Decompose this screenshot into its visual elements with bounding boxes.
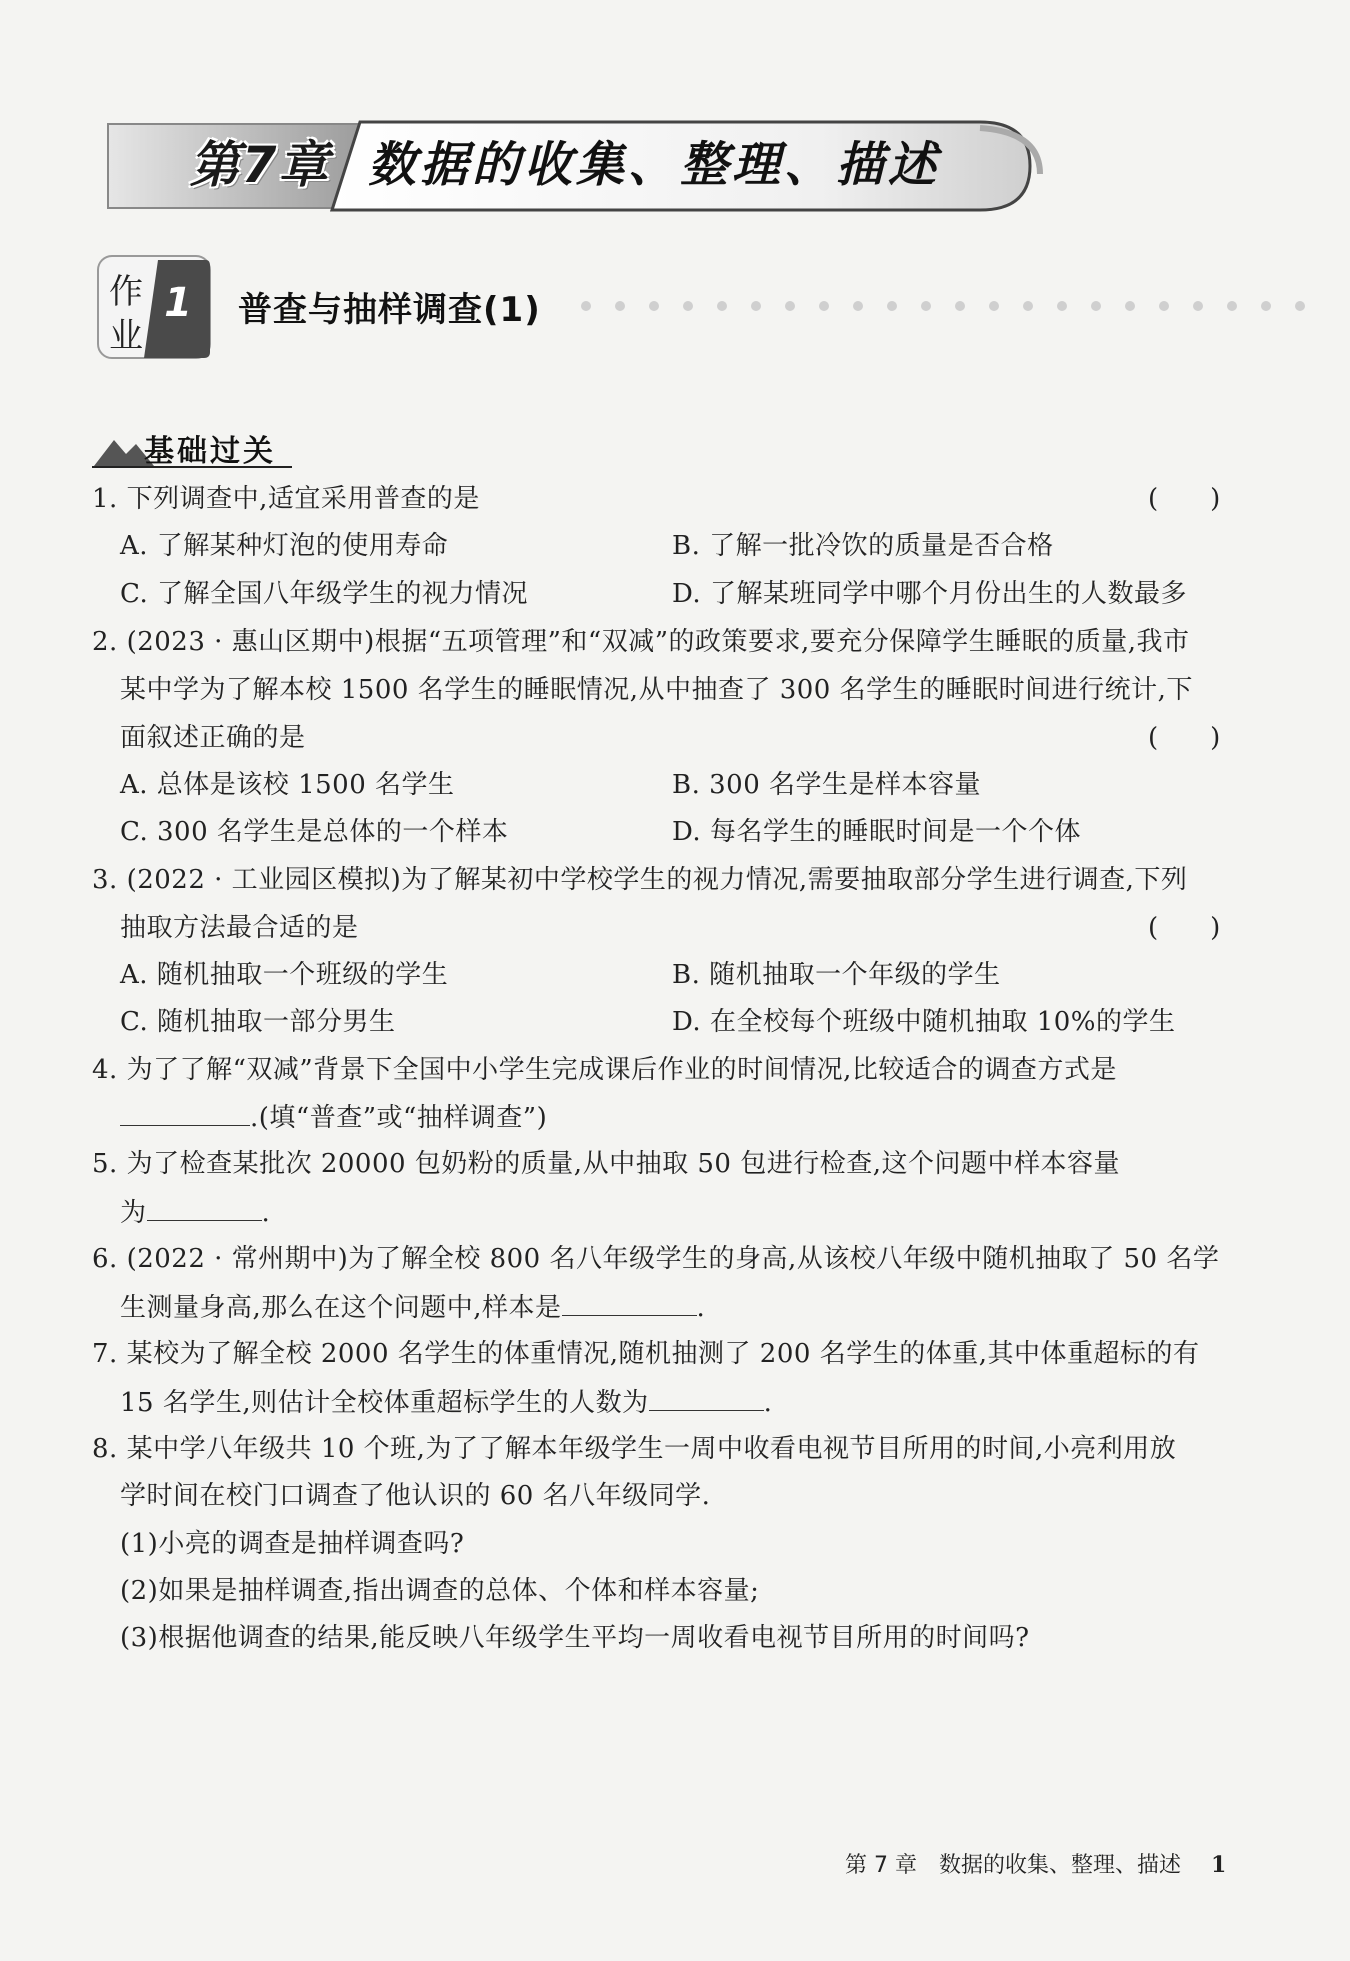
q7-line2-end: . xyxy=(763,1388,773,1418)
section-header xyxy=(92,426,302,470)
homework-badge-zuo: 作 xyxy=(109,272,143,312)
q1-option-d: D. 了解某班同学中哪个月份出生的人数最多 xyxy=(672,579,1187,609)
footer-chapter: 第 7 章 数据的收集、整理、描述 xyxy=(845,1853,1181,1878)
q8-line1: 8. 某中学八年级共 10 个班,为了了解本年级学生一周中收看电视节目所用的时间,小亮利用放 xyxy=(92,1434,1177,1464)
q4-line2 xyxy=(120,1099,547,1136)
q8-sub3: (3)根据他调查的结果,能反映八年级学生平均一周收看电视节目所用的时间吗? xyxy=(120,1623,1030,1653)
q6-line2 xyxy=(120,1289,705,1326)
q5-line1: 5. 为了检查某批次 20000 包奶粉的质量,从中抽取 50 包进行检查,这个问题中样本容量 xyxy=(92,1149,1120,1179)
q1-option-b: B. 了解一批冷饮的质量是否合格 xyxy=(672,531,1054,561)
q2-option-b: B. 300 名学生是样本容量 xyxy=(672,770,982,800)
page-footer xyxy=(845,1848,1226,1879)
q3-answer-paren: ( ) xyxy=(1148,913,1221,943)
q7-line2-text: 15 名学生,则估计全校体重超标学生的人数为 xyxy=(120,1388,649,1418)
homework-title: 普查与抽样调查(1) xyxy=(238,290,541,330)
q3-option-a: A. 随机抽取一个班级的学生 xyxy=(120,960,449,990)
q4-line2-text: .(填“普查”或“抽样调查”) xyxy=(250,1103,548,1133)
q4-line1: 4. 为了了解“双减”背景下全国中小学生完成课后作业的时间情况,比较适合的调查方式是 xyxy=(92,1055,1117,1085)
q8-line2: 学时间在校门口调查了他认识的 60 名八年级同学. xyxy=(120,1481,711,1511)
page-number: 1 xyxy=(1211,1852,1227,1878)
q2-line1: 2. (2023 · 惠山区期中)根据“五项管理”和“双减”的政策要求,要充分保障学生睡眠的质量,我市 xyxy=(92,627,1190,657)
q6-line2-text: 生测量身高,那么在这个问题中,样本是 xyxy=(120,1293,562,1323)
chapter-banner xyxy=(100,118,1045,214)
q7-answer-blank[interactable] xyxy=(649,1384,764,1411)
q8-sub1: (1)小亮的调查是抽样调查吗? xyxy=(120,1529,465,1559)
q3-option-b: B. 随机抽取一个年级的学生 xyxy=(672,960,1001,990)
q1-option-a: A. 了解某种灯泡的使用寿命 xyxy=(120,531,449,561)
q1-stem: 1. 下列调查中,适宜采用普查的是 xyxy=(92,484,480,514)
q5-line2 xyxy=(120,1194,270,1231)
q7-line1: 7. 某校为了解全校 2000 名学生的体重情况,随机抽测了 200 名学生的体重,其中体重超标的有 xyxy=(92,1339,1200,1369)
q2-line2: 某中学为了解本校 1500 名学生的睡眠情况,从中抽查了 300 名学生的睡眠时间进行统计,下 xyxy=(120,675,1193,705)
q1-answer-paren: ( ) xyxy=(1148,484,1221,514)
chapter-label: 第7章 xyxy=(189,136,331,194)
chapter-title: 数据的收集、整理、描述 xyxy=(368,137,941,193)
q1-option-c: C. 了解全国八年级学生的视力情况 xyxy=(120,579,528,609)
q3-option-c: C. 随机抽取一部分男生 xyxy=(120,1007,396,1037)
q8-sub2: (2)如果是抽样调查,指出调查的总体、个体和样本容量; xyxy=(120,1576,760,1606)
q5-answer-blank[interactable] xyxy=(147,1194,262,1221)
decorative-dots xyxy=(580,300,1320,312)
q2-answer-paren: ( ) xyxy=(1148,723,1221,753)
q7-line2 xyxy=(120,1384,772,1421)
q2-line3: 面叙述正确的是 xyxy=(120,723,306,753)
q5-line2-end: . xyxy=(261,1198,271,1228)
q3-option-d: D. 在全校每个班级中随机抽取 10%的学生 xyxy=(672,1007,1176,1037)
q3-line1: 3. (2022 · 工业园区模拟)为了解某初中学校学生的视力情况,需要抽取部分学生进行调查,下列 xyxy=(92,865,1188,895)
q6-line1: 6. (2022 · 常州期中)为了解全校 800 名八年级学生的身高,从该校八年级中随机抽取了 50 名学 xyxy=(92,1244,1220,1274)
q2-option-d: D. 每名学生的睡眠时间是一个个体 xyxy=(672,817,1081,847)
homework-number: 1 xyxy=(164,280,192,326)
section-label: 基础过关 xyxy=(144,434,276,469)
q6-answer-blank[interactable] xyxy=(562,1289,697,1316)
q3-line2: 抽取方法最合适的是 xyxy=(120,913,359,943)
q2-option-a: A. 总体是该校 1500 名学生 xyxy=(120,770,455,800)
homework-badge xyxy=(96,254,216,362)
q2-option-c: C. 300 名学生是总体的一个样本 xyxy=(120,817,509,847)
q5-line2-text: 为 xyxy=(120,1198,147,1228)
q6-line2-end: . xyxy=(696,1293,706,1323)
q4-answer-blank[interactable] xyxy=(120,1099,250,1126)
homework-badge-ye: 业 xyxy=(109,316,143,356)
